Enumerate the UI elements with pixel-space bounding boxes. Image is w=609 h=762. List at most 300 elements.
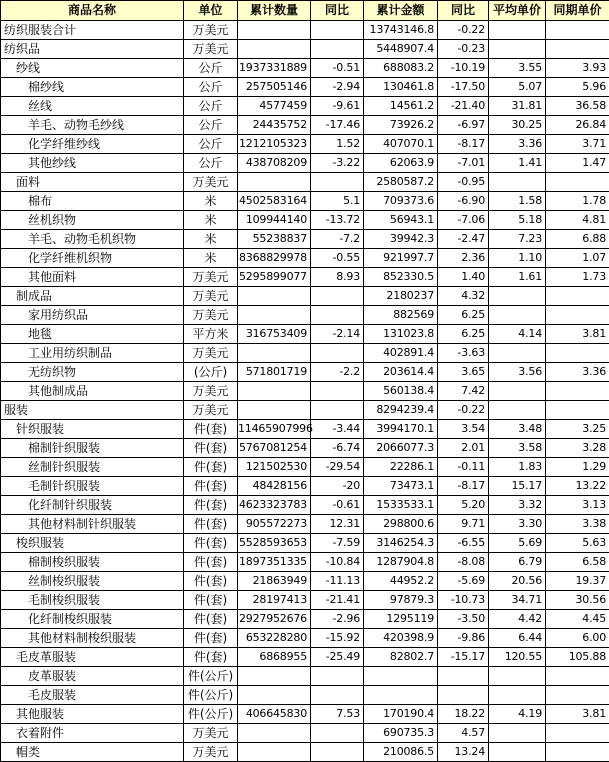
quantity-cell[interactable]: 438708209: [238, 154, 311, 173]
quantity-yoy-cell[interactable]: -3.44: [311, 420, 364, 439]
prev-price-cell[interactable]: [546, 382, 609, 401]
product-name-cell[interactable]: 服装: [1, 401, 184, 420]
avg-price-cell[interactable]: 3.30: [489, 515, 546, 534]
avg-price-cell[interactable]: [489, 724, 546, 743]
prev-price-cell[interactable]: [546, 344, 609, 363]
amount-yoy-cell[interactable]: -6.90: [438, 192, 489, 211]
prev-price-cell[interactable]: [546, 306, 609, 325]
quantity-yoy-cell[interactable]: -9.61: [311, 97, 364, 116]
prev-price-cell[interactable]: 4.45: [546, 610, 609, 629]
unit-cell[interactable]: 件(套): [184, 496, 238, 515]
amount-cell[interactable]: 1295119: [364, 610, 438, 629]
amount-yoy-cell[interactable]: -10.73: [438, 591, 489, 610]
prev-price-cell[interactable]: [546, 173, 609, 192]
product-name-cell[interactable]: 毛制针织服装: [1, 477, 184, 496]
prev-price-cell[interactable]: 3.28: [546, 439, 609, 458]
product-name-cell[interactable]: 无纺织物: [1, 363, 184, 382]
quantity-cell[interactable]: [238, 40, 311, 59]
quantity-cell[interactable]: 121502530: [238, 458, 311, 477]
quantity-yoy-cell[interactable]: -29.54: [311, 458, 364, 477]
unit-cell[interactable]: 件(套): [184, 648, 238, 667]
amount-yoy-cell[interactable]: -6.55: [438, 534, 489, 553]
unit-cell[interactable]: 公斤: [184, 78, 238, 97]
unit-cell[interactable]: 件(套): [184, 458, 238, 477]
product-name-cell[interactable]: 帽类: [1, 743, 184, 762]
amount-yoy-cell[interactable]: -0.22: [438, 21, 489, 40]
amount-yoy-cell[interactable]: -17.50: [438, 78, 489, 97]
quantity-cell[interactable]: [238, 382, 311, 401]
prev-price-cell[interactable]: 6.00: [546, 629, 609, 648]
avg-price-cell[interactable]: 120.55: [489, 648, 546, 667]
product-name-cell[interactable]: 棉制梭织服装: [1, 553, 184, 572]
avg-price-cell[interactable]: [489, 686, 546, 705]
quantity-yoy-cell[interactable]: 5.1: [311, 192, 364, 211]
product-name-cell[interactable]: 纺织服装合计: [1, 21, 184, 40]
quantity-cell[interactable]: [238, 173, 311, 192]
amount-yoy-cell[interactable]: 6.25: [438, 325, 489, 344]
product-name-cell[interactable]: 皮革服装: [1, 667, 184, 686]
prev-price-cell[interactable]: 36.58: [546, 97, 609, 116]
amount-yoy-cell[interactable]: -9.86: [438, 629, 489, 648]
quantity-cell[interactable]: 24435752: [238, 116, 311, 135]
amount-cell[interactable]: 130461.8: [364, 78, 438, 97]
product-name-cell[interactable]: 丝制针织服装: [1, 458, 184, 477]
avg-price-cell[interactable]: 6.44: [489, 629, 546, 648]
prev-price-cell[interactable]: 3.25: [546, 420, 609, 439]
product-name-cell[interactable]: 纺织品: [1, 40, 184, 59]
amount-yoy-cell[interactable]: -6.97: [438, 116, 489, 135]
amount-yoy-cell[interactable]: 1.40: [438, 268, 489, 287]
avg-price-cell[interactable]: 3.36: [489, 135, 546, 154]
prev-price-cell[interactable]: 4.81: [546, 211, 609, 230]
quantity-cell[interactable]: [238, 667, 311, 686]
prev-price-cell[interactable]: 13.22: [546, 477, 609, 496]
unit-cell[interactable]: 件(套): [184, 439, 238, 458]
product-name-cell[interactable]: 其他制成品: [1, 382, 184, 401]
unit-cell[interactable]: 平方米: [184, 325, 238, 344]
avg-price-cell[interactable]: 3.56: [489, 363, 546, 382]
amount-yoy-cell[interactable]: 3.54: [438, 420, 489, 439]
avg-price-cell[interactable]: [489, 287, 546, 306]
avg-price-cell[interactable]: [489, 382, 546, 401]
column-header[interactable]: 平均单价: [489, 1, 546, 21]
quantity-cell[interactable]: 2927952676: [238, 610, 311, 629]
prev-price-cell[interactable]: 30.56: [546, 591, 609, 610]
amount-cell[interactable]: 2180237: [364, 287, 438, 306]
quantity-cell[interactable]: 4623323783: [238, 496, 311, 515]
quantity-yoy-cell[interactable]: [311, 686, 364, 705]
product-name-cell[interactable]: 化纤制针织服装: [1, 496, 184, 515]
amount-cell[interactable]: 62063.9: [364, 154, 438, 173]
amount-yoy-cell[interactable]: 13.24: [438, 743, 489, 762]
prev-price-cell[interactable]: [546, 743, 609, 762]
quantity-yoy-cell[interactable]: [311, 21, 364, 40]
quantity-yoy-cell[interactable]: -0.55: [311, 249, 364, 268]
product-name-cell[interactable]: 毛皮革服装: [1, 648, 184, 667]
column-header[interactable]: 同期单价: [546, 1, 609, 21]
amount-cell[interactable]: 97879.3: [364, 591, 438, 610]
amount-cell[interactable]: 690735.3: [364, 724, 438, 743]
quantity-cell[interactable]: 316753409: [238, 325, 311, 344]
amount-cell[interactable]: 8294239.4: [364, 401, 438, 420]
product-name-cell[interactable]: 羊毛、动物毛机织物: [1, 230, 184, 249]
amount-cell[interactable]: 709373.6: [364, 192, 438, 211]
product-name-cell[interactable]: 毛皮服装: [1, 686, 184, 705]
column-header[interactable]: 商品名称: [1, 1, 184, 21]
amount-cell[interactable]: 921997.7: [364, 249, 438, 268]
product-name-cell[interactable]: 棉纱线: [1, 78, 184, 97]
quantity-cell[interactable]: [238, 724, 311, 743]
quantity-yoy-cell[interactable]: -17.46: [311, 116, 364, 135]
amount-yoy-cell[interactable]: -8.17: [438, 135, 489, 154]
quantity-yoy-cell[interactable]: -2.2: [311, 363, 364, 382]
unit-cell[interactable]: 件(套): [184, 629, 238, 648]
prev-price-cell[interactable]: 1.47: [546, 154, 609, 173]
avg-price-cell[interactable]: 5.07: [489, 78, 546, 97]
avg-price-cell[interactable]: 3.55: [489, 59, 546, 78]
quantity-cell[interactable]: 11465907996: [238, 420, 311, 439]
amount-yoy-cell[interactable]: -0.23: [438, 40, 489, 59]
quantity-cell[interactable]: [238, 401, 311, 420]
prev-price-cell[interactable]: 3.36: [546, 363, 609, 382]
quantity-yoy-cell[interactable]: [311, 344, 364, 363]
quantity-cell[interactable]: 905572273: [238, 515, 311, 534]
prev-price-cell[interactable]: 3.71: [546, 135, 609, 154]
quantity-cell[interactable]: 5767081254: [238, 439, 311, 458]
avg-price-cell[interactable]: 31.81: [489, 97, 546, 116]
amount-yoy-cell[interactable]: [438, 667, 489, 686]
quantity-cell[interactable]: 257505146: [238, 78, 311, 97]
product-name-cell[interactable]: 纱线: [1, 59, 184, 78]
amount-yoy-cell[interactable]: 4.32: [438, 287, 489, 306]
amount-yoy-cell[interactable]: [438, 686, 489, 705]
avg-price-cell[interactable]: 15.17: [489, 477, 546, 496]
quantity-yoy-cell[interactable]: [311, 743, 364, 762]
quantity-cell[interactable]: 8368829978: [238, 249, 311, 268]
amount-cell[interactable]: 5448907.4: [364, 40, 438, 59]
quantity-yoy-cell[interactable]: -0.61: [311, 496, 364, 515]
prev-price-cell[interactable]: [546, 686, 609, 705]
avg-price-cell[interactable]: 1.83: [489, 458, 546, 477]
amount-cell[interactable]: 73926.2: [364, 116, 438, 135]
unit-cell[interactable]: 件(套): [184, 591, 238, 610]
unit-cell[interactable]: 万美元: [184, 724, 238, 743]
amount-cell[interactable]: 420398.9: [364, 629, 438, 648]
amount-yoy-cell[interactable]: 2.01: [438, 439, 489, 458]
avg-price-cell[interactable]: 3.48: [489, 420, 546, 439]
avg-price-cell[interactable]: 6.79: [489, 553, 546, 572]
quantity-yoy-cell[interactable]: -21.41: [311, 591, 364, 610]
amount-cell[interactable]: 402891.4: [364, 344, 438, 363]
amount-cell[interactable]: 298800.6: [364, 515, 438, 534]
amount-cell[interactable]: 82802.7: [364, 648, 438, 667]
product-name-cell[interactable]: 其他纱线: [1, 154, 184, 173]
amount-cell[interactable]: 170190.4: [364, 705, 438, 724]
prev-price-cell[interactable]: 1.73: [546, 268, 609, 287]
quantity-yoy-cell[interactable]: -20: [311, 477, 364, 496]
quantity-yoy-cell[interactable]: -13.72: [311, 211, 364, 230]
quantity-yoy-cell[interactable]: [311, 724, 364, 743]
quantity-cell[interactable]: 5295899077: [238, 268, 311, 287]
amount-yoy-cell[interactable]: -8.08: [438, 553, 489, 572]
unit-cell[interactable]: 万美元: [184, 173, 238, 192]
amount-cell[interactable]: 852330.5: [364, 268, 438, 287]
quantity-cell[interactable]: 4577459: [238, 97, 311, 116]
amount-yoy-cell[interactable]: -7.06: [438, 211, 489, 230]
unit-cell[interactable]: 件(套): [184, 534, 238, 553]
amount-yoy-cell[interactable]: -0.95: [438, 173, 489, 192]
quantity-cell[interactable]: 1212105323: [238, 135, 311, 154]
amount-cell[interactable]: 688083.2: [364, 59, 438, 78]
quantity-cell[interactable]: [238, 344, 311, 363]
amount-cell[interactable]: 13743146.8: [364, 21, 438, 40]
quantity-yoy-cell[interactable]: -11.13: [311, 572, 364, 591]
prev-price-cell[interactable]: 1.07: [546, 249, 609, 268]
quantity-cell[interactable]: 55238837: [238, 230, 311, 249]
product-name-cell[interactable]: 化学纤维机织物: [1, 249, 184, 268]
column-header[interactable]: 累计金额: [364, 1, 438, 21]
avg-price-cell[interactable]: 5.18: [489, 211, 546, 230]
amount-cell[interactable]: [364, 686, 438, 705]
unit-cell[interactable]: 件(套): [184, 553, 238, 572]
avg-price-cell[interactable]: 7.23: [489, 230, 546, 249]
unit-cell[interactable]: 万美元: [184, 344, 238, 363]
quantity-yoy-cell[interactable]: [311, 306, 364, 325]
amount-cell[interactable]: 73473.1: [364, 477, 438, 496]
amount-cell[interactable]: [364, 667, 438, 686]
unit-cell[interactable]: 公斤: [184, 59, 238, 78]
quantity-cell[interactable]: 1897351335: [238, 553, 311, 572]
avg-price-cell[interactable]: 3.58: [489, 439, 546, 458]
avg-price-cell[interactable]: 1.10: [489, 249, 546, 268]
prev-price-cell[interactable]: [546, 724, 609, 743]
unit-cell[interactable]: 件(套): [184, 477, 238, 496]
unit-cell[interactable]: 米: [184, 230, 238, 249]
amount-yoy-cell[interactable]: 18.22: [438, 705, 489, 724]
unit-cell[interactable]: 公斤: [184, 135, 238, 154]
prev-price-cell[interactable]: 5.63: [546, 534, 609, 553]
amount-yoy-cell[interactable]: 2.36: [438, 249, 489, 268]
unit-cell[interactable]: 万美元: [184, 743, 238, 762]
amount-cell[interactable]: 56943.1: [364, 211, 438, 230]
quantity-cell[interactable]: 4502583164: [238, 192, 311, 211]
column-header[interactable]: 同比: [311, 1, 364, 21]
avg-price-cell[interactable]: 30.25: [489, 116, 546, 135]
unit-cell[interactable]: 万美元: [184, 21, 238, 40]
quantity-yoy-cell[interactable]: [311, 401, 364, 420]
prev-price-cell[interactable]: 6.88: [546, 230, 609, 249]
prev-price-cell[interactable]: 3.81: [546, 325, 609, 344]
amount-cell[interactable]: 3994170.1: [364, 420, 438, 439]
avg-price-cell[interactable]: 5.69: [489, 534, 546, 553]
amount-yoy-cell[interactable]: -3.63: [438, 344, 489, 363]
quantity-cell[interactable]: [238, 306, 311, 325]
amount-cell[interactable]: 2066077.3: [364, 439, 438, 458]
product-name-cell[interactable]: 其他材料制针织服装: [1, 515, 184, 534]
avg-price-cell[interactable]: [489, 344, 546, 363]
avg-price-cell[interactable]: [489, 40, 546, 59]
prev-price-cell[interactable]: [546, 40, 609, 59]
quantity-yoy-cell[interactable]: 8.93: [311, 268, 364, 287]
amount-yoy-cell[interactable]: 5.20: [438, 496, 489, 515]
amount-cell[interactable]: 407070.1: [364, 135, 438, 154]
quantity-yoy-cell[interactable]: -25.49: [311, 648, 364, 667]
quantity-cell[interactable]: 48428156: [238, 477, 311, 496]
column-header[interactable]: 同比: [438, 1, 489, 21]
quantity-yoy-cell[interactable]: -2.14: [311, 325, 364, 344]
quantity-cell[interactable]: 1937331889: [238, 59, 311, 78]
product-name-cell[interactable]: 面料: [1, 173, 184, 192]
avg-price-cell[interactable]: [489, 173, 546, 192]
quantity-cell[interactable]: 406645830: [238, 705, 311, 724]
amount-cell[interactable]: 14561.2: [364, 97, 438, 116]
amount-yoy-cell[interactable]: 9.71: [438, 515, 489, 534]
prev-price-cell[interactable]: 105.88: [546, 648, 609, 667]
avg-price-cell[interactable]: 1.61: [489, 268, 546, 287]
unit-cell[interactable]: 万美元: [184, 306, 238, 325]
product-name-cell[interactable]: 丝制梭织服装: [1, 572, 184, 591]
unit-cell[interactable]: 米: [184, 249, 238, 268]
product-name-cell[interactable]: 其他材料制梭织服装: [1, 629, 184, 648]
column-header[interactable]: 单位: [184, 1, 238, 21]
product-name-cell[interactable]: 制成品: [1, 287, 184, 306]
product-name-cell[interactable]: 衣着附件: [1, 724, 184, 743]
amount-yoy-cell[interactable]: -21.40: [438, 97, 489, 116]
avg-price-cell[interactable]: 20.56: [489, 572, 546, 591]
product-name-cell[interactable]: 化纤制梭织服装: [1, 610, 184, 629]
product-name-cell[interactable]: 丝线: [1, 97, 184, 116]
product-name-cell[interactable]: 梭织服装: [1, 534, 184, 553]
amount-cell[interactable]: 560138.4: [364, 382, 438, 401]
quantity-yoy-cell[interactable]: -7.2: [311, 230, 364, 249]
quantity-yoy-cell[interactable]: 12.31: [311, 515, 364, 534]
amount-cell[interactable]: 22286.1: [364, 458, 438, 477]
avg-price-cell[interactable]: 4.14: [489, 325, 546, 344]
quantity-yoy-cell[interactable]: -10.84: [311, 553, 364, 572]
prev-price-cell[interactable]: 1.29: [546, 458, 609, 477]
prev-price-cell[interactable]: 5.96: [546, 78, 609, 97]
quantity-yoy-cell[interactable]: [311, 40, 364, 59]
quantity-cell[interactable]: 5528593653: [238, 534, 311, 553]
product-name-cell[interactable]: 其他服装: [1, 705, 184, 724]
product-name-cell[interactable]: 毛制梭织服装: [1, 591, 184, 610]
product-name-cell[interactable]: 其他面料: [1, 268, 184, 287]
product-name-cell[interactable]: 化学纤维纱线: [1, 135, 184, 154]
avg-price-cell[interactable]: [489, 401, 546, 420]
amount-cell[interactable]: 39942.3: [364, 230, 438, 249]
unit-cell[interactable]: 件(套): [184, 610, 238, 629]
unit-cell[interactable]: 公斤: [184, 116, 238, 135]
quantity-yoy-cell[interactable]: -2.96: [311, 610, 364, 629]
quantity-cell[interactable]: 6868955: [238, 648, 311, 667]
unit-cell[interactable]: 件(公斤): [184, 705, 238, 724]
unit-cell[interactable]: 万美元: [184, 287, 238, 306]
unit-cell[interactable]: 米: [184, 192, 238, 211]
unit-cell[interactable]: 件(公斤): [184, 686, 238, 705]
amount-cell[interactable]: 3146254.3: [364, 534, 438, 553]
amount-yoy-cell[interactable]: 4.57: [438, 724, 489, 743]
quantity-cell[interactable]: 653228280: [238, 629, 311, 648]
amount-yoy-cell[interactable]: -0.11: [438, 458, 489, 477]
prev-price-cell[interactable]: 3.38: [546, 515, 609, 534]
prev-price-cell[interactable]: [546, 667, 609, 686]
amount-cell[interactable]: 1287904.8: [364, 553, 438, 572]
avg-price-cell[interactable]: [489, 306, 546, 325]
quantity-yoy-cell[interactable]: 1.52: [311, 135, 364, 154]
product-name-cell[interactable]: 工业用纺织制品: [1, 344, 184, 363]
avg-price-cell[interactable]: 1.58: [489, 192, 546, 211]
avg-price-cell[interactable]: 1.41: [489, 154, 546, 173]
column-header[interactable]: 累计数量: [238, 1, 311, 21]
avg-price-cell[interactable]: 4.19: [489, 705, 546, 724]
unit-cell[interactable]: 万美元: [184, 382, 238, 401]
unit-cell[interactable]: 万美元: [184, 401, 238, 420]
quantity-cell[interactable]: [238, 21, 311, 40]
quantity-yoy-cell[interactable]: [311, 287, 364, 306]
unit-cell[interactable]: 公斤: [184, 97, 238, 116]
quantity-cell[interactable]: 109944140: [238, 211, 311, 230]
amount-yoy-cell[interactable]: -7.01: [438, 154, 489, 173]
quantity-cell[interactable]: 28197413: [238, 591, 311, 610]
prev-price-cell[interactable]: 3.81: [546, 705, 609, 724]
amount-yoy-cell[interactable]: -10.19: [438, 59, 489, 78]
product-name-cell[interactable]: 棉布: [1, 192, 184, 211]
amount-cell[interactable]: 882569: [364, 306, 438, 325]
prev-price-cell[interactable]: 1.78: [546, 192, 609, 211]
amount-cell[interactable]: 44952.2: [364, 572, 438, 591]
prev-price-cell[interactable]: 3.93: [546, 59, 609, 78]
quantity-yoy-cell[interactable]: -6.74: [311, 439, 364, 458]
amount-yoy-cell[interactable]: 6.25: [438, 306, 489, 325]
quantity-yoy-cell[interactable]: -3.22: [311, 154, 364, 173]
unit-cell[interactable]: 万美元: [184, 40, 238, 59]
amount-cell[interactable]: 2580587.2: [364, 173, 438, 192]
amount-yoy-cell[interactable]: -8.17: [438, 477, 489, 496]
quantity-cell[interactable]: 21863949: [238, 572, 311, 591]
amount-cell[interactable]: 131023.8: [364, 325, 438, 344]
prev-price-cell[interactable]: 19.37: [546, 572, 609, 591]
avg-price-cell[interactable]: 34.71: [489, 591, 546, 610]
quantity-yoy-cell[interactable]: 7.53: [311, 705, 364, 724]
amount-yoy-cell[interactable]: 7.42: [438, 382, 489, 401]
quantity-yoy-cell[interactable]: [311, 173, 364, 192]
quantity-cell[interactable]: 571801719: [238, 363, 311, 382]
avg-price-cell[interactable]: [489, 667, 546, 686]
unit-cell[interactable]: 公斤: [184, 154, 238, 173]
unit-cell[interactable]: 件(套): [184, 420, 238, 439]
product-name-cell[interactable]: 棉制针织服装: [1, 439, 184, 458]
quantity-yoy-cell[interactable]: -7.59: [311, 534, 364, 553]
unit-cell[interactable]: 件(套): [184, 515, 238, 534]
amount-cell[interactable]: 203614.4: [364, 363, 438, 382]
avg-price-cell[interactable]: 4.42: [489, 610, 546, 629]
unit-cell[interactable]: (公斤): [184, 363, 238, 382]
prev-price-cell[interactable]: [546, 401, 609, 420]
unit-cell[interactable]: 万美元: [184, 268, 238, 287]
quantity-yoy-cell[interactable]: [311, 667, 364, 686]
unit-cell[interactable]: 件(套): [184, 572, 238, 591]
amount-yoy-cell[interactable]: 3.65: [438, 363, 489, 382]
avg-price-cell[interactable]: [489, 21, 546, 40]
quantity-yoy-cell[interactable]: [311, 382, 364, 401]
product-name-cell[interactable]: 家用纺织品: [1, 306, 184, 325]
quantity-cell[interactable]: [238, 743, 311, 762]
quantity-cell[interactable]: [238, 287, 311, 306]
product-name-cell[interactable]: 羊毛、动物毛纱线: [1, 116, 184, 135]
prev-price-cell[interactable]: 6.58: [546, 553, 609, 572]
amount-yoy-cell[interactable]: -0.22: [438, 401, 489, 420]
product-name-cell[interactable]: 丝机织物: [1, 211, 184, 230]
